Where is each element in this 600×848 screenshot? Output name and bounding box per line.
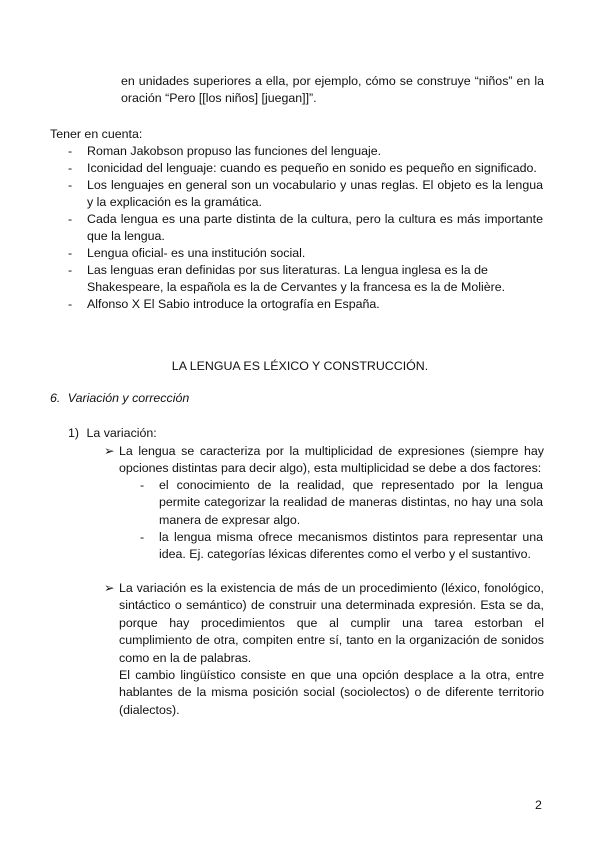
list-item-text: Cada lengua es una parte distinta de la cultura, pero la cultura es más importante que la lengua. — [87, 212, 543, 244]
list-item — [68, 245, 543, 262]
factor-text: la lengua misma ofrece mecanismos distintos para representar una idea. Ej. categorías léxicas diferentes como el verbo y el sustantivo. — [159, 530, 543, 562]
dash-bullet: - — [140, 478, 145, 492]
list-item — [68, 211, 543, 246]
list-item-text: Alfonso X El Sabio introduce la ortografía en España. — [87, 297, 380, 311]
arrow-bullet-icon: ➢ — [104, 444, 115, 458]
list-item — [68, 177, 543, 212]
arrow-bullet-icon: ➢ — [104, 581, 115, 595]
dash-bullet: - — [68, 161, 73, 175]
tener-heading: Tener en cuenta: — [50, 127, 143, 141]
dash-bullet: - — [68, 297, 73, 311]
top-paragraph: en unidades superiores a ella, por ejemplo, cómo se construye “niños” en la oración “Pero [[los niños] [juegan]]”. — [121, 74, 544, 106]
dash-bullet: - — [68, 144, 73, 158]
list-item — [68, 296, 543, 313]
subsection-title: La variación: — [86, 426, 157, 440]
subsection-heading — [68, 425, 157, 442]
list-item-text: Las lenguas eran definidas por sus literaturas. La lengua inglesa es la de Shakespeare, la española es la de Cervantes y la francesa es la de Molière. — [87, 263, 506, 295]
factor-item — [140, 477, 543, 529]
list-item-text: Iconicidad del lenguaje: cuando es pequeño en sonido es pequeño en significado. — [87, 161, 537, 175]
arrow-item-text-continued: El cambio lingüístico consiste en que una opción desplace a la otra, entre hablantes de la misma posición social (sociolectos) o de diferente territorio (dialectos). — [119, 668, 544, 717]
section-number: 6. — [50, 391, 61, 405]
dash-bullet: - — [68, 246, 73, 260]
factor-text: el conocimiento de la realidad, que representado por la lengua permite categorizar la realidad de maneras distintas, no hay una sola manera de expresar algo. — [159, 478, 543, 527]
dash-bullet: - — [140, 530, 145, 544]
factor-item — [140, 529, 543, 564]
page-number: 2 — [535, 798, 542, 812]
section-title: Variación y corrección — [67, 391, 190, 405]
list-item-text: Lengua oficial- es una institución social. — [87, 246, 306, 260]
arrow-item — [104, 580, 544, 719]
arrow-item — [104, 443, 544, 478]
list-item-text: Los lenguajes en general son un vocabulario y unas reglas. El objeto es la lengua y la explicación es la gramática. — [87, 178, 543, 210]
arrow-item-text: La lengua se caracteriza por la multiplicidad de expresiones (siempre hay opciones distintas para decir algo), esta multiplicidad se debe a dos factores: — [119, 444, 544, 476]
dash-bullet: - — [68, 178, 73, 192]
subsection-number: 1) — [68, 426, 80, 440]
center-heading: LA LENGUA ES LÉXICO Y CONSTRUCCIÓN. — [171, 359, 429, 373]
dash-bullet: - — [68, 263, 73, 277]
list-item — [68, 262, 543, 297]
list-item — [68, 143, 543, 160]
list-item — [68, 160, 543, 177]
list-item-text: Roman Jakobson propuso las funciones del lenguaje. — [87, 144, 382, 158]
arrow-item-text: La variación es la existencia de más de un procedimiento (léxico, fonológico, sintáctico o semántico) de construir una determinada expresión. Esta se da, porque hay procedimientos que al cumplir una tarea estorban el cumplimiento de otra, compiten entre sí, tanto en la organización de sonidos como en la de palabras. — [119, 581, 544, 665]
dash-bullet: - — [68, 212, 73, 226]
section-heading — [50, 390, 189, 407]
